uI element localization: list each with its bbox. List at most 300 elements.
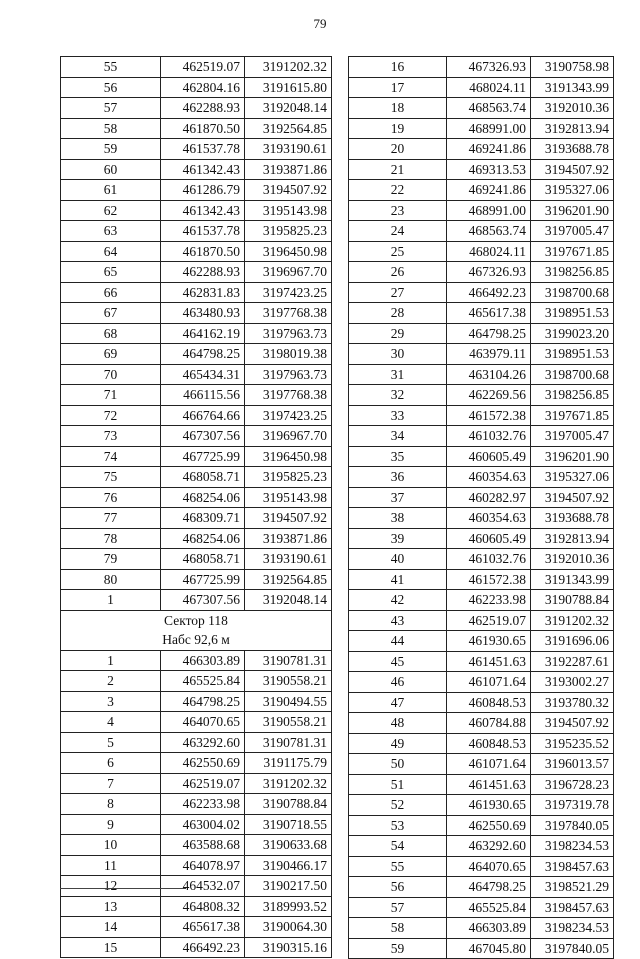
table-row [349,877,614,898]
table-row [349,282,614,303]
point-number: 36 [349,467,447,488]
table-row [61,77,332,98]
coord-y: 3197768.38 [245,385,332,406]
coord-y: 3193871.86 [245,528,332,549]
coord-x: 462519.07 [161,773,245,794]
coord-y: 3197840.05 [531,815,614,836]
footnote-separator [60,888,186,889]
table-row [61,159,332,180]
coord-y: 3190788.84 [245,794,332,815]
coord-x: 468024.11 [447,77,531,98]
table-row [349,938,614,959]
coord-x: 466764.66 [161,405,245,426]
point-number: 1 [61,650,161,671]
coord-x: 462831.83 [161,282,245,303]
coord-x: 469241.86 [447,180,531,201]
table-row [61,385,332,406]
coord-x: 464798.25 [161,691,245,712]
coord-x: 468058.71 [161,549,245,570]
coord-x: 468563.74 [447,98,531,119]
coordinates-table-left-body [61,57,332,958]
table-row [61,262,332,283]
point-number: 46 [349,672,447,693]
coord-y: 3197768.38 [245,303,332,324]
point-number: 19 [349,118,447,139]
point-number: 42 [349,590,447,611]
coord-x: 462288.93 [161,262,245,283]
table-row [349,139,614,160]
coord-x: 461342.43 [161,159,245,180]
point-number: 58 [61,118,161,139]
coordinates-table-right-body [349,57,614,959]
coord-x: 467326.93 [447,262,531,283]
coord-x: 461537.78 [161,139,245,160]
point-number: 69 [61,344,161,365]
table-row [61,773,332,794]
table-row [349,487,614,508]
table-row [349,897,614,918]
point-number: 3 [61,691,161,712]
point-number: 20 [349,139,447,160]
coord-x: 463292.60 [161,732,245,753]
point-number: 62 [61,200,161,221]
coord-x: 461071.64 [447,672,531,693]
table-row [349,323,614,344]
coord-y: 3196201.90 [531,200,614,221]
point-number: 61 [61,180,161,201]
table-row [61,814,332,835]
coord-y: 3190633.68 [245,835,332,856]
point-number: 63 [61,221,161,242]
table-row [349,364,614,385]
coord-x: 463480.93 [161,303,245,324]
table-row [61,732,332,753]
coord-y: 3195143.98 [245,200,332,221]
point-number: 78 [61,528,161,549]
coord-y: 3198951.53 [531,344,614,365]
coord-y: 3190558.21 [245,671,332,692]
point-number: 23 [349,200,447,221]
table-row [349,590,614,611]
table-row [349,98,614,119]
point-number: 9 [61,814,161,835]
coord-y: 3197005.47 [531,221,614,242]
coord-x: 465525.84 [161,671,245,692]
table-row [61,467,332,488]
point-number: 54 [349,836,447,857]
coord-y: 3197005.47 [531,426,614,447]
coord-y: 3197423.25 [245,405,332,426]
coord-y: 3197319.78 [531,795,614,816]
coord-y: 3195825.23 [245,221,332,242]
point-number: 60 [61,159,161,180]
table-row [349,77,614,98]
coord-y: 3192048.14 [245,590,332,611]
point-number: 72 [61,405,161,426]
coord-y: 3191202.32 [245,773,332,794]
table-row [61,282,332,303]
table-row [61,549,332,570]
coord-x: 461032.76 [447,426,531,447]
coord-x: 462550.69 [447,815,531,836]
point-number: 71 [61,385,161,406]
coord-y: 3192813.94 [531,118,614,139]
coord-x: 469313.53 [447,159,531,180]
table-row [349,754,614,775]
coord-x: 464162.19 [161,323,245,344]
coord-y: 3193688.78 [531,508,614,529]
coord-y: 3194507.92 [245,508,332,529]
point-number: 64 [61,241,161,262]
table-row [349,344,614,365]
coord-y: 3197423.25 [245,282,332,303]
coord-x: 461572.38 [447,405,531,426]
coord-y: 3198234.53 [531,918,614,939]
coord-x: 461572.38 [447,569,531,590]
point-number: 13 [61,896,161,917]
coordinates-table-right [348,56,614,959]
coord-x: 460848.53 [447,733,531,754]
coord-x: 463004.02 [161,814,245,835]
coord-x: 467307.56 [161,590,245,611]
table-row [61,303,332,324]
table-row [349,569,614,590]
coord-y: 3195143.98 [245,487,332,508]
coord-x: 461930.65 [447,631,531,652]
coord-x: 461451.63 [447,774,531,795]
coord-y: 3195327.06 [531,180,614,201]
coord-y: 3192287.61 [531,651,614,672]
coord-y: 3190494.55 [245,691,332,712]
coord-y: 3190466.17 [245,855,332,876]
table-row [61,590,332,611]
point-number: 67 [61,303,161,324]
point-number: 21 [349,159,447,180]
coord-y: 3194507.92 [531,487,614,508]
point-number: 1 [61,590,161,611]
sector-title: Сектор 118 [61,610,332,630]
coord-x: 466303.89 [447,918,531,939]
point-number: 28 [349,303,447,324]
coord-x: 462804.16 [161,77,245,98]
table-row [61,426,332,447]
page-number: 79 [313,16,327,31]
point-number: 14 [61,917,161,938]
point-number: 59 [349,938,447,959]
coord-y: 3190781.31 [245,650,332,671]
coord-x: 468563.74 [447,221,531,242]
point-number: 26 [349,262,447,283]
coord-y: 3190781.31 [245,732,332,753]
coord-x: 465617.38 [447,303,531,324]
table-row [349,262,614,283]
table-row [61,180,332,201]
coord-x: 464078.97 [161,855,245,876]
coord-x: 461286.79 [161,180,245,201]
point-number: 56 [349,877,447,898]
point-number: 43 [349,610,447,631]
table-row [61,487,332,508]
coord-x: 461032.76 [447,549,531,570]
point-number: 24 [349,221,447,242]
point-number: 5 [61,732,161,753]
point-number: 55 [349,856,447,877]
coordinates-table-left [60,56,332,958]
coord-x: 460605.49 [447,528,531,549]
table-row [349,180,614,201]
coord-y: 3196967.70 [245,426,332,447]
coord-x: 464808.32 [161,896,245,917]
coord-x: 465525.84 [447,897,531,918]
coord-y: 3192010.36 [531,98,614,119]
point-number: 50 [349,754,447,775]
coord-x: 460784.88 [447,713,531,734]
coord-x: 467326.93 [447,57,531,78]
coord-y: 3190758.98 [531,57,614,78]
coord-x: 463588.68 [161,835,245,856]
table-row [349,856,614,877]
point-number: 35 [349,446,447,467]
coord-y: 3196728.23 [531,774,614,795]
coord-y: 3192564.85 [245,118,332,139]
coord-x: 466303.89 [161,650,245,671]
coord-x: 467725.99 [161,446,245,467]
point-number: 55 [61,57,161,78]
table-row [61,139,332,160]
point-number: 74 [61,446,161,467]
point-number: 41 [349,569,447,590]
coord-y: 3191202.32 [531,610,614,631]
point-number: 39 [349,528,447,549]
coord-y: 3196450.98 [245,446,332,467]
coord-y: 3198457.63 [531,856,614,877]
coord-x: 467725.99 [161,569,245,590]
coord-y: 3190718.55 [245,814,332,835]
table-row [349,303,614,324]
coord-x: 460354.63 [447,508,531,529]
coord-y: 3192048.14 [245,98,332,119]
point-number: 66 [61,282,161,303]
table-row [61,221,332,242]
table-row [61,569,332,590]
table-row [349,795,614,816]
table-row [349,467,614,488]
table-row [61,118,332,139]
point-number: 6 [61,753,161,774]
point-number: 33 [349,405,447,426]
point-number: 8 [61,794,161,815]
table-row [349,610,614,631]
coord-y: 3191343.99 [531,569,614,590]
table-row [61,98,332,119]
table-row [349,508,614,529]
table-row [61,917,332,938]
point-number: 53 [349,815,447,836]
coord-y: 3198256.85 [531,262,614,283]
coord-y: 3196450.98 [245,241,332,262]
coord-x: 469241.86 [447,139,531,160]
coord-x: 467045.80 [447,938,531,959]
coord-y: 3190064.30 [245,917,332,938]
point-number: 17 [349,77,447,98]
coord-y: 3198700.68 [531,364,614,385]
point-number: 49 [349,733,447,754]
sector-height-row [61,630,332,650]
coord-y: 3192010.36 [531,549,614,570]
coord-x: 463292.60 [447,836,531,857]
coord-x: 462288.93 [161,98,245,119]
table-row [61,200,332,221]
coord-x: 464070.65 [161,712,245,733]
point-number: 57 [349,897,447,918]
point-number: 70 [61,364,161,385]
table-row [349,918,614,939]
coord-y: 3191343.99 [531,77,614,98]
point-number: 73 [61,426,161,447]
coord-y: 3197963.73 [245,323,332,344]
coord-x: 464798.25 [447,323,531,344]
coord-y: 3194507.92 [531,713,614,734]
point-number: 29 [349,323,447,344]
table-row [61,57,332,78]
point-number: 37 [349,487,447,508]
coord-y: 3198951.53 [531,303,614,324]
coord-y: 3191202.32 [245,57,332,78]
table-row [349,200,614,221]
point-number: 40 [349,549,447,570]
coord-y: 3197963.73 [245,364,332,385]
coord-y: 3198234.53 [531,836,614,857]
coord-x: 461870.50 [161,118,245,139]
table-row [349,733,614,754]
point-number: 58 [349,918,447,939]
point-number: 15 [61,937,161,958]
coord-y: 3194507.92 [531,159,614,180]
point-number: 79 [61,549,161,570]
coord-y: 3190558.21 [245,712,332,733]
coord-y: 3191175.79 [245,753,332,774]
coord-y: 3193190.61 [245,139,332,160]
coord-y: 3195327.06 [531,467,614,488]
coord-y: 3195235.52 [531,733,614,754]
coord-x: 468058.71 [161,467,245,488]
point-number: 7 [61,773,161,794]
point-number: 31 [349,364,447,385]
coord-y: 3192813.94 [531,528,614,549]
point-number: 44 [349,631,447,652]
coord-x: 461451.63 [447,651,531,672]
table-row [61,650,332,671]
coord-x: 465617.38 [161,917,245,938]
coord-x: 466492.23 [161,937,245,958]
table-row [349,713,614,734]
coord-y: 3191696.06 [531,631,614,652]
table-row [349,672,614,693]
point-number: 80 [61,569,161,590]
coord-x: 466115.56 [161,385,245,406]
coord-x: 468991.00 [447,118,531,139]
coord-x: 468991.00 [447,200,531,221]
coord-y: 3191615.80 [245,77,332,98]
table-row [61,876,332,897]
point-number: 2 [61,671,161,692]
coord-x: 466492.23 [447,282,531,303]
point-number: 59 [61,139,161,160]
table-row [61,794,332,815]
table-row [349,57,614,78]
coord-y: 3190788.84 [531,590,614,611]
table-row [349,651,614,672]
point-number: 34 [349,426,447,447]
coord-x: 462550.69 [161,753,245,774]
coord-x: 460605.49 [447,446,531,467]
table-row [61,855,332,876]
coord-y: 3190217.50 [245,876,332,897]
table-row [349,385,614,406]
table-row [61,405,332,426]
point-number: 11 [61,855,161,876]
point-number: 51 [349,774,447,795]
table-row [349,426,614,447]
table-row [349,692,614,713]
coord-y: 3197671.85 [531,241,614,262]
coord-x: 463979.11 [447,344,531,365]
table-row [61,528,332,549]
coord-x: 460848.53 [447,692,531,713]
point-number: 75 [61,467,161,488]
point-number: 22 [349,180,447,201]
coord-x: 462269.56 [447,385,531,406]
table-row [349,446,614,467]
coord-y: 3193002.27 [531,672,614,693]
table-row [61,896,332,917]
coord-x: 463104.26 [447,364,531,385]
coord-y: 3195825.23 [245,467,332,488]
coord-x: 464532.07 [161,876,245,897]
coord-x: 468254.06 [161,487,245,508]
point-number: 77 [61,508,161,529]
table-row [349,405,614,426]
coord-y: 3198019.38 [245,344,332,365]
table-row [61,344,332,365]
coord-y: 3198700.68 [531,282,614,303]
table-row [349,836,614,857]
point-number: 45 [349,651,447,672]
coord-x: 462233.98 [161,794,245,815]
point-number: 30 [349,344,447,365]
coord-x: 468309.71 [161,508,245,529]
coord-y: 3190315.16 [245,937,332,958]
table-row [349,815,614,836]
table-row [61,835,332,856]
coord-y: 3197840.05 [531,938,614,959]
coord-y: 3193871.86 [245,159,332,180]
table-row [61,691,332,712]
coord-x: 464070.65 [447,856,531,877]
coord-x: 461071.64 [447,754,531,775]
coord-x: 464798.25 [161,344,245,365]
coord-y: 3198256.85 [531,385,614,406]
coord-x: 467307.56 [161,426,245,447]
point-number: 32 [349,385,447,406]
coord-x: 461537.78 [161,221,245,242]
table-row [349,118,614,139]
point-number: 25 [349,241,447,262]
table-row [349,159,614,180]
point-number: 4 [61,712,161,733]
coord-y: 3196013.57 [531,754,614,775]
sector-title-row [61,610,332,630]
